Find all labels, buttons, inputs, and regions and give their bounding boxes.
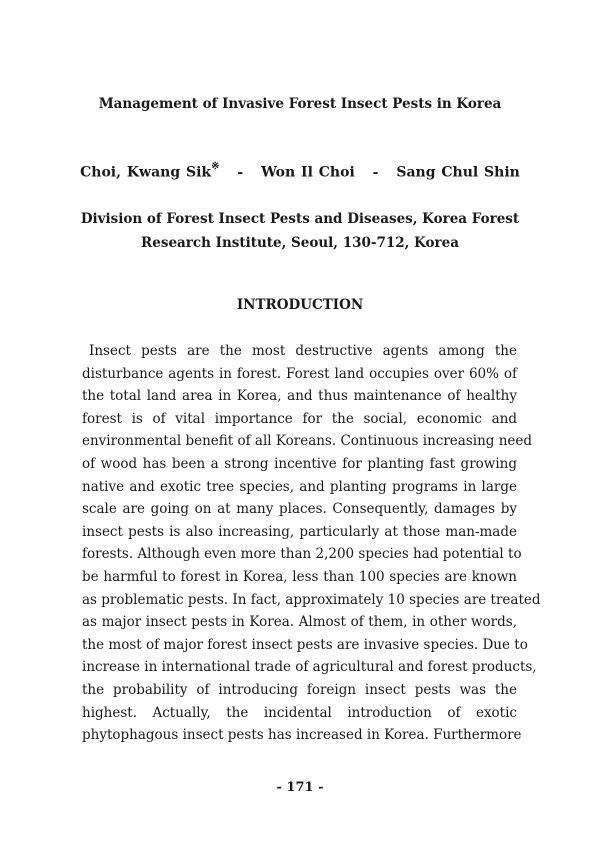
- body-line: environmental benefit of all Koreans. Continuous increasing need: [82, 433, 533, 450]
- author-1: Choi, Kwang Sik: [80, 164, 212, 181]
- body-line: the most of major forest insect pests are invasive species. Due to: [82, 636, 528, 653]
- body-line: phytophagous insect pests has increased in Korea. Furthermore: [82, 727, 522, 744]
- body-line: be harmful to forest in Korea, less than 100 species are known: [82, 568, 517, 585]
- body-line: native and exotic tree species, and planting programs in large: [82, 478, 517, 495]
- author-separator: -: [372, 164, 379, 181]
- body-line: of wood has been a strong incentive for planting fast growing: [82, 455, 517, 472]
- body-line: the probability of introducing foreign insect pests was the: [82, 681, 517, 698]
- body-line: forest is of vital importance for the social, economic and: [82, 410, 517, 427]
- author-3: Sang Chul Shin: [396, 164, 520, 181]
- body-line: scale are going on at many places. Consequently, damages by: [82, 501, 517, 518]
- affiliation: [0, 207, 600, 255]
- corresponding-author-mark: ※: [211, 161, 220, 172]
- body-line: Insect pests are the most destructive agents among the: [89, 343, 517, 359]
- body-line: disturbance agents in forest. Forest land occupies over 60% of: [82, 365, 517, 382]
- body-line: forests. Although even more than 2,200 species had potential to: [82, 546, 522, 563]
- body-line: increase in international trade of agricultural and forest products,: [82, 659, 537, 676]
- paper-title: Management of Invasive Forest Insect Pests in Korea: [98, 96, 502, 112]
- body-line: highest. Actually, the incidental introduction of exotic: [82, 704, 517, 721]
- body-line: insect pests is also increasing, particularly at those man-made: [82, 523, 517, 540]
- author-2: Won Il Choi: [261, 164, 355, 181]
- section-heading: INTRODUCTION: [236, 297, 364, 313]
- body-line: as major insect pests in Korea. Almost of them, in other words,: [82, 614, 517, 631]
- affiliation-line: Division of Forest Insect Pests and Diseases, Korea Forest: [80, 211, 520, 227]
- body-paragraph: [82, 340, 541, 747]
- body-line: as problematic pests. In fact, approximately 10 species are treated: [82, 591, 541, 608]
- author-separator: -: [237, 164, 244, 181]
- author-list: [0, 163, 600, 181]
- page-number: - 171 -: [276, 780, 324, 795]
- affiliation-line: Research Institute, Seoul, 130-712, Korea: [141, 235, 459, 251]
- body-line: the total land area in Korea, and thus maintenance of healthy: [82, 388, 517, 405]
